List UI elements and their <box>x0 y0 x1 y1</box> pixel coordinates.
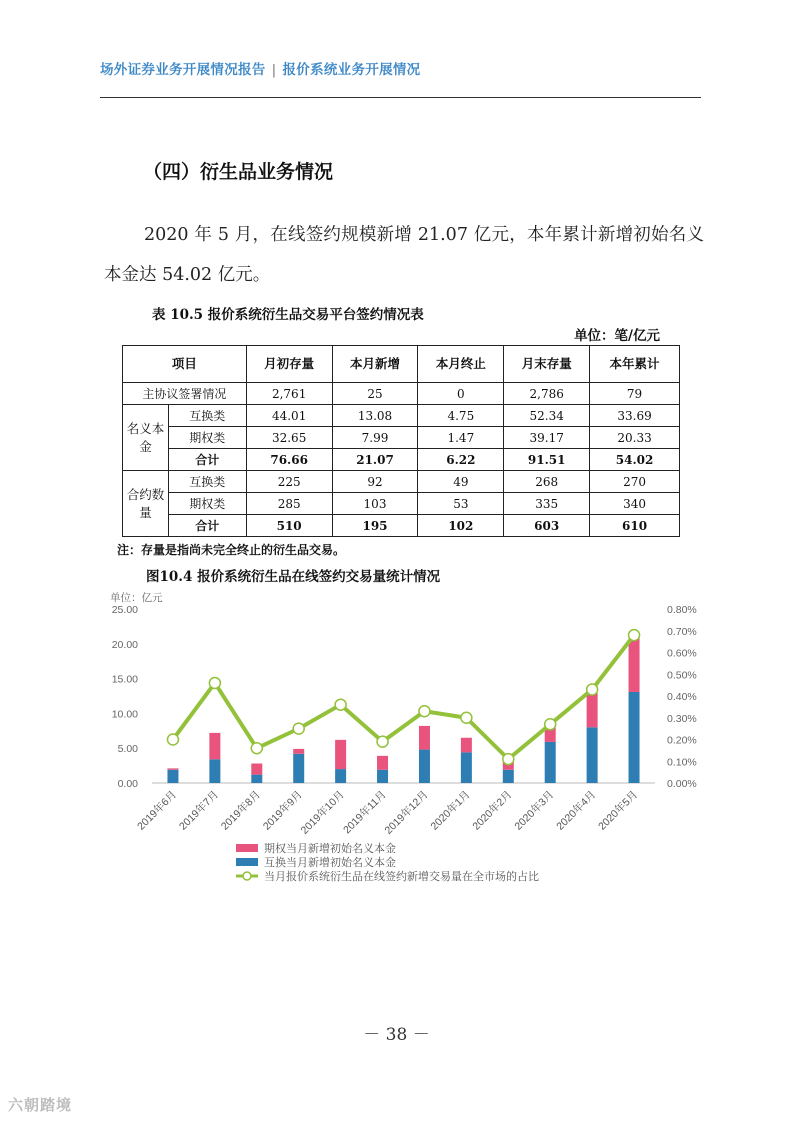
page-number: － 38 － <box>363 1025 430 1045</box>
y-tick-label: 25.00 <box>111 604 138 616</box>
cell: 52.34 <box>504 405 590 427</box>
col-header-terminated: 本月终止 <box>418 346 504 383</box>
row-label: 期权类 <box>168 493 246 515</box>
header-section-title: 报价系统业务开展情况 <box>282 62 421 78</box>
cell: 610 <box>590 515 680 537</box>
group-label-notional: 名义本金 <box>123 405 169 471</box>
cell: 92 <box>332 471 418 493</box>
row-label: 期权类 <box>168 427 246 449</box>
share-point <box>293 723 304 734</box>
x-tick-label: 2019年6月 <box>135 788 180 833</box>
y-axis-unit-label: 单位：亿元 <box>110 592 163 604</box>
share-point <box>335 699 346 710</box>
col-header-item: 项目 <box>123 346 247 383</box>
bar-option <box>335 740 346 769</box>
cell: 103 <box>332 493 418 515</box>
cell: 6.22 <box>418 449 504 471</box>
cell: 603 <box>504 515 590 537</box>
share-line <box>173 635 634 759</box>
col-header-closing: 月末存量 <box>504 346 590 383</box>
cell: 33.69 <box>590 405 680 427</box>
cell: 32.65 <box>246 427 332 449</box>
bar-option <box>167 768 178 769</box>
cell: 54.02 <box>590 449 680 471</box>
bar-option <box>629 636 640 692</box>
share-point <box>461 712 472 723</box>
x-tick-label: 2019年11月 <box>341 788 389 837</box>
y2-tick-label: 0.60% <box>667 647 697 660</box>
bar-swap <box>293 754 304 783</box>
cell: 285 <box>246 493 332 515</box>
share-point <box>503 754 514 765</box>
figure-title: 图10.4 报价系统衍生品在线签约交易量统计情况 <box>146 569 441 585</box>
cell: 195 <box>332 515 418 537</box>
x-tick-label: 2020年5月 <box>596 788 641 833</box>
section-title: （四）衍生品业务情况 <box>143 161 334 183</box>
row-label: 合计 <box>168 449 246 471</box>
bar-swap <box>419 750 430 783</box>
y-tick-label: 10.00 <box>111 708 138 721</box>
cell: 225 <box>246 471 332 493</box>
cell: 44.01 <box>246 405 332 427</box>
y2-tick-label: 0.30% <box>667 712 697 725</box>
legend-swatch-option <box>236 844 258 852</box>
y2-tick-label: 0.80% <box>667 604 697 616</box>
bar-swap <box>629 692 640 783</box>
bar-option <box>461 738 472 753</box>
col-header-opening: 月初存量 <box>246 346 332 383</box>
cell: 91.51 <box>504 449 590 471</box>
bar-swap <box>545 742 556 783</box>
bar-swap <box>461 752 472 783</box>
cell: 340 <box>590 493 680 515</box>
row-label: 合计 <box>168 515 246 537</box>
bar-swap <box>587 727 598 783</box>
cell: 25 <box>332 383 418 405</box>
cell: 39.17 <box>504 427 590 449</box>
x-tick-label: 2019年7月 <box>177 788 221 833</box>
body-paragraph: 2020 年 5 月，在线签约规模新增 21.07 亿元，本年累计新增初始名义本金达 54.02 亿元。 <box>104 225 704 285</box>
cell: 1.47 <box>418 427 504 449</box>
bar-swap <box>335 769 346 783</box>
x-tick-label: 2019年8月 <box>218 788 263 833</box>
cell: 270 <box>590 471 680 493</box>
legend-marker-share <box>243 872 251 880</box>
y-tick-label: 5.00 <box>117 743 138 756</box>
bar-option <box>587 693 598 727</box>
y-tick-label: 20.00 <box>111 638 138 651</box>
y2-tick-label: 0.40% <box>667 691 697 703</box>
table-title: 表 10.5 报价系统衍生品交易平台签约情况表 <box>152 307 424 323</box>
share-point <box>419 706 430 717</box>
x-tick-label: 2019年9月 <box>260 788 305 833</box>
y2-tick-label: 0.20% <box>667 734 697 747</box>
cell: 49 <box>418 471 504 493</box>
bar-swap <box>503 770 514 783</box>
cell: 2,786 <box>504 383 590 405</box>
table-unit: 单位：笔/亿元 <box>574 328 660 344</box>
cell: 53 <box>418 493 504 515</box>
cell: 335 <box>504 493 590 515</box>
x-tick-label: 2020年1月 <box>428 788 473 833</box>
y2-tick-label: 0.00% <box>667 778 697 790</box>
cell: 2,761 <box>246 383 332 405</box>
cell: 20.33 <box>590 427 680 449</box>
legend-label-swap: 互换当月新增初始名义本金 <box>264 856 396 869</box>
bar-option <box>293 749 304 754</box>
cell: 13.08 <box>332 405 418 427</box>
cell: 0 <box>418 383 504 405</box>
bar-option <box>377 756 388 770</box>
legend-swatch-swap <box>236 858 258 866</box>
group-label-contracts: 合约数量 <box>123 471 169 537</box>
x-tick-label: 2020年2月 <box>470 788 515 833</box>
bar-option <box>251 764 262 775</box>
y2-tick-label: 0.50% <box>667 669 697 682</box>
header-separator: | <box>271 62 277 78</box>
cell: 510 <box>246 515 332 537</box>
share-point <box>209 677 220 688</box>
bar-swap <box>377 770 388 783</box>
header-report-title: 场外证券业务开展情况报告 <box>100 62 266 78</box>
x-tick-label: 2019年12月 <box>382 788 431 837</box>
bar-swap <box>251 775 262 783</box>
cell: 102 <box>418 515 504 537</box>
share-point <box>587 684 598 695</box>
col-header-ytd: 本年累计 <box>590 346 680 383</box>
bar-swap <box>167 770 178 783</box>
col-header-new: 本月新增 <box>332 346 418 383</box>
cell: 7.99 <box>332 427 418 449</box>
cell: 21.07 <box>332 449 418 471</box>
share-point <box>167 734 178 745</box>
table-note: 注：存量是指尚未完全终止的衍生品交易。 <box>117 543 346 557</box>
legend-label-option: 期权当月新增初始名义本金 <box>264 842 396 855</box>
share-point <box>545 719 556 730</box>
cell: 268 <box>504 471 590 493</box>
row-label: 互换类 <box>168 405 246 427</box>
bar-swap <box>209 759 220 783</box>
y2-tick-label: 0.10% <box>667 756 697 769</box>
cell: 79 <box>590 383 680 405</box>
watermark-logo: 六朝踏境 <box>8 1096 73 1114</box>
y-tick-label: 15.00 <box>111 673 138 686</box>
share-point <box>251 743 262 754</box>
row-label: 主协议签署情况 <box>123 383 247 405</box>
x-tick-label: 2020年3月 <box>512 788 557 833</box>
share-point <box>629 630 640 641</box>
y2-tick-label: 0.70% <box>667 625 697 638</box>
y-tick-label: 0.00 <box>117 778 138 790</box>
legend-label-share: 当月报价系统衍生品在线签约新增交易量在全市场的占比 <box>264 870 539 883</box>
row-label: 互换类 <box>168 471 246 493</box>
x-tick-label: 2019年10月 <box>298 788 347 837</box>
x-tick-label: 2020年4月 <box>554 788 599 833</box>
bar-option <box>419 726 430 750</box>
bar-option <box>209 733 220 759</box>
cell: 76.66 <box>246 449 332 471</box>
cell: 4.75 <box>418 405 504 427</box>
share-point <box>377 736 388 747</box>
